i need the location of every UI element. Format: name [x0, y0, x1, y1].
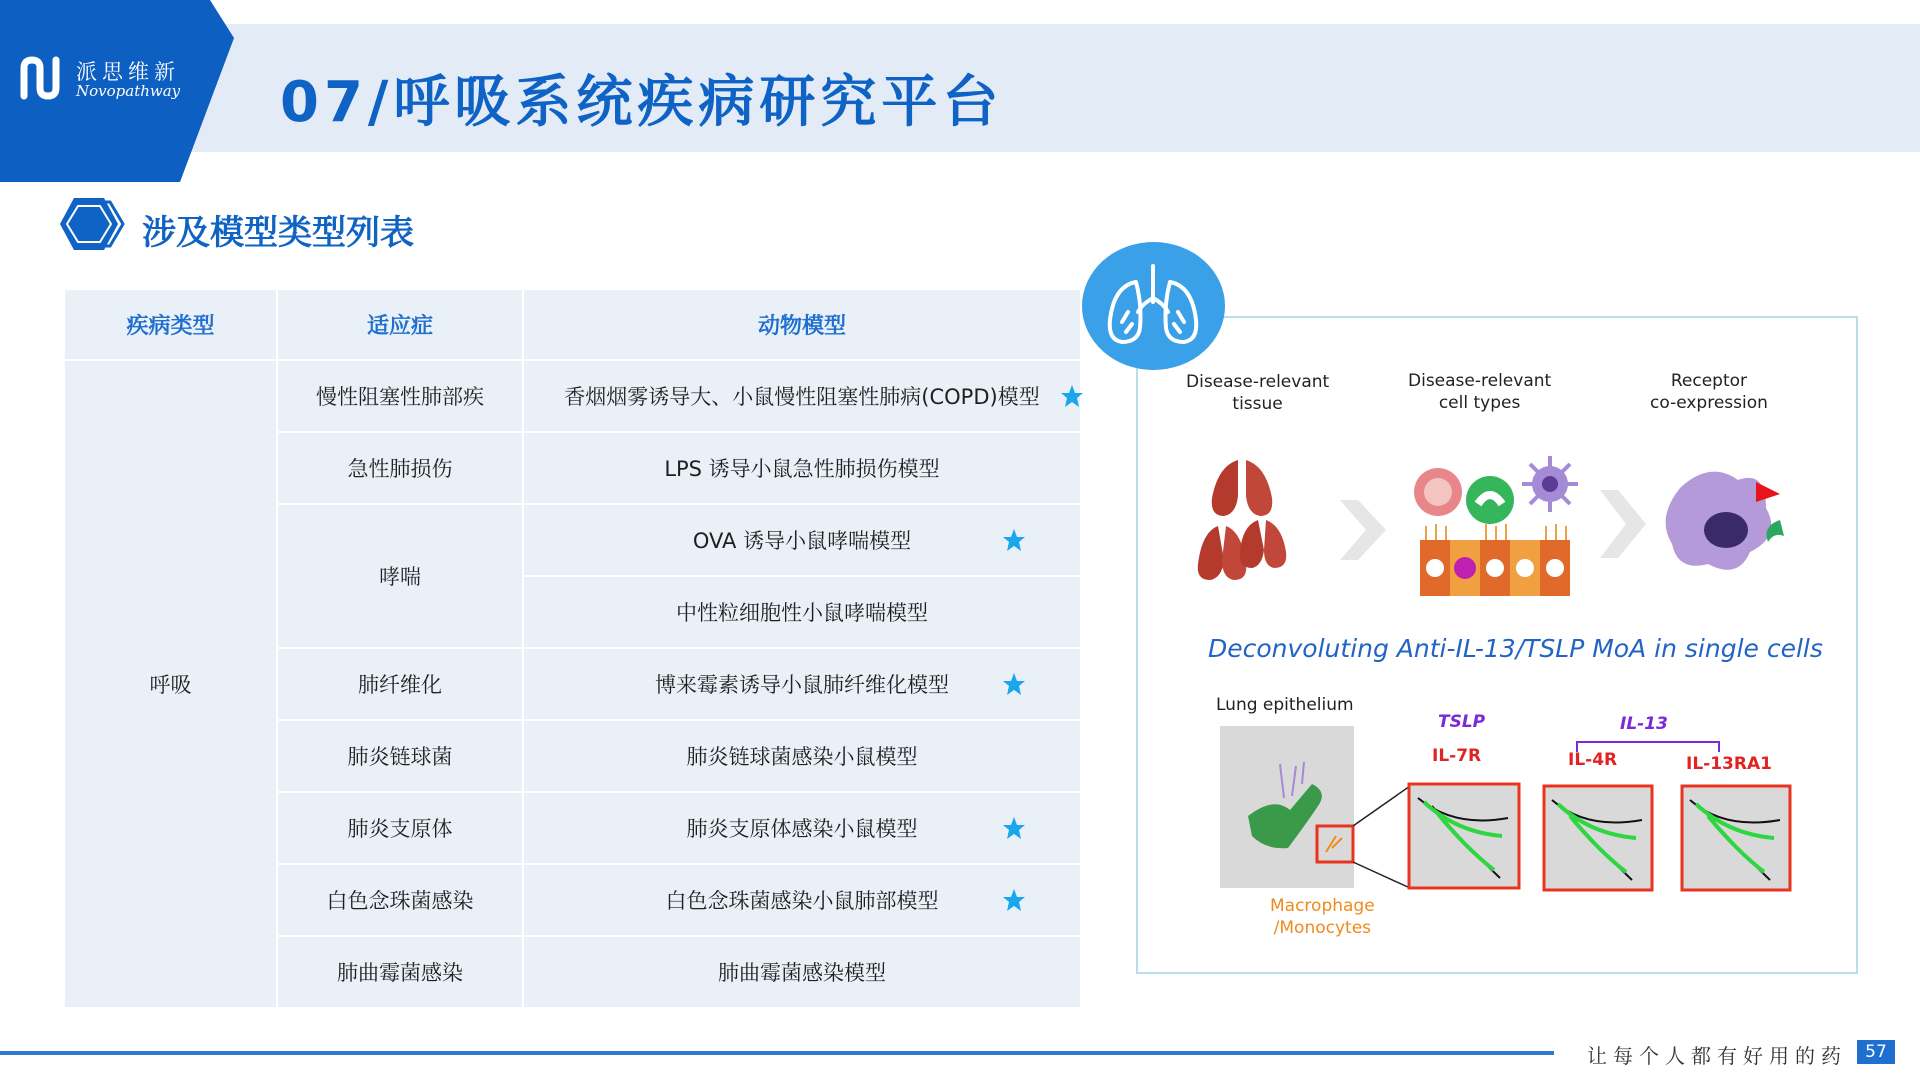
pipeline-illustration [1190, 440, 1820, 620]
cell-types-illustration [1414, 456, 1578, 596]
star-icon [1002, 528, 1026, 552]
stage-label-receptor [1650, 370, 1768, 414]
macrophage-label-line: Macrophage [1270, 896, 1375, 916]
model-name: 中性粒细胞性小鼠哮喘模型 [676, 601, 928, 625]
indication-cell: 哮喘 [277, 504, 523, 648]
receptor-label: IL-13RA1 [1686, 754, 1772, 774]
model-cell [523, 936, 1081, 1008]
table-row [64, 360, 1081, 432]
indication-cell: 慢性阻塞性肺部疾 [277, 360, 523, 432]
model-name: 肺炎支原体感染小鼠模型 [686, 817, 918, 841]
model-name: 博来霉素诱导小鼠肺纤维化模型 [655, 673, 949, 697]
lung-badge [1082, 242, 1225, 370]
footer-slogan: 让每个人都有好用的药 [1587, 1044, 1847, 1068]
scatter-plot-il13ra1 [1682, 786, 1790, 890]
model-name: 香烟烟雾诱导大、小鼠慢性阻塞性肺病(COPD)模型 [564, 385, 1040, 409]
model-name: OVA 诱导小鼠哮喘模型 [692, 529, 912, 553]
il13-label: IL-13 [1620, 714, 1668, 734]
model-cell [523, 792, 1081, 864]
model-cell [523, 576, 1081, 648]
column-header: 疾病类型 [64, 289, 277, 360]
lung-epithelium-label: Lung epithelium [1216, 695, 1354, 715]
indication-cell: 急性肺损伤 [277, 432, 523, 504]
macrophage-label [1270, 895, 1375, 939]
page-title: 07/呼吸系统疾病研究平台 [280, 70, 1004, 135]
star-icon [1002, 672, 1026, 696]
star-icon [1060, 384, 1084, 408]
stage-label-cell-types [1408, 370, 1551, 414]
receptor-label: IL-4R [1568, 750, 1618, 770]
column-header: 适应症 [277, 289, 523, 360]
indication-cell: 肺炎链球菌 [277, 720, 523, 792]
indication-cell: 白色念珠菌感染 [277, 864, 523, 936]
chevron-right-icon [1340, 500, 1386, 560]
stage-label-line: Disease-relevant [1408, 371, 1552, 391]
indication-cell: 肺炎支原体 [277, 792, 523, 864]
column-header: 动物模型 [523, 289, 1081, 360]
logo-chinese-name: 派思维新 [76, 60, 180, 84]
lungs-illustration [1198, 460, 1287, 580]
macrophage-illustration [1666, 472, 1784, 570]
indication-cell: 肺曲霉菌感染 [277, 936, 523, 1008]
model-cell [523, 432, 1081, 504]
model-name: 肺曲霉菌感染模型 [718, 961, 886, 985]
page-number: 57 [1857, 1040, 1895, 1064]
logo-english-name: Novopathway [76, 82, 181, 100]
model-name: 肺炎链球菌感染小鼠模型 [686, 745, 918, 769]
stage-label-line: co-expression [1650, 393, 1768, 413]
model-cell [523, 648, 1081, 720]
indication-cell: 肺纤维化 [277, 648, 523, 720]
receptor-label: IL-7R [1432, 746, 1482, 766]
section-heading: 涉及模型类型列表 [142, 213, 414, 253]
star-icon [1002, 816, 1026, 840]
stage-label-line: cell types [1438, 393, 1521, 413]
lungs-icon [1082, 242, 1225, 370]
umap-panel [1220, 726, 1354, 888]
hexagon-icon [60, 196, 128, 252]
model-cell [523, 720, 1081, 792]
chevron-right-icon [1600, 490, 1646, 558]
tslp-label: TSLP [1438, 712, 1486, 732]
star-icon [1002, 888, 1026, 912]
footer-line [0, 1051, 1554, 1055]
table-header-row [64, 289, 1081, 360]
single-cell-plots [1218, 724, 1812, 898]
model-name: 白色念珠菌感染小鼠肺部模型 [665, 889, 939, 913]
model-table [63, 288, 1082, 1009]
macrophage-label-line: /Monocytes [1273, 918, 1372, 938]
disease-type-cell: 呼吸 [64, 360, 277, 1008]
model-cell [523, 360, 1081, 432]
scatter-plot-il4r [1544, 786, 1652, 890]
model-cell [523, 864, 1081, 936]
stage-label-line: Receptor [1670, 371, 1748, 391]
stage-label-line: Disease-relevant [1186, 372, 1330, 392]
logo-n-icon [18, 56, 62, 100]
scatter-plot-il7r [1409, 784, 1519, 888]
model-name: LPS 诱导小鼠急性肺损伤模型 [664, 457, 940, 481]
logo-block [0, 0, 234, 182]
figure-caption: Deconvoluting Anti-IL-13/TSLP MoA in single cells [1208, 634, 1823, 663]
stage-label-line: tissue [1232, 394, 1283, 414]
model-cell [523, 504, 1081, 576]
stage-label-tissue [1186, 371, 1329, 415]
